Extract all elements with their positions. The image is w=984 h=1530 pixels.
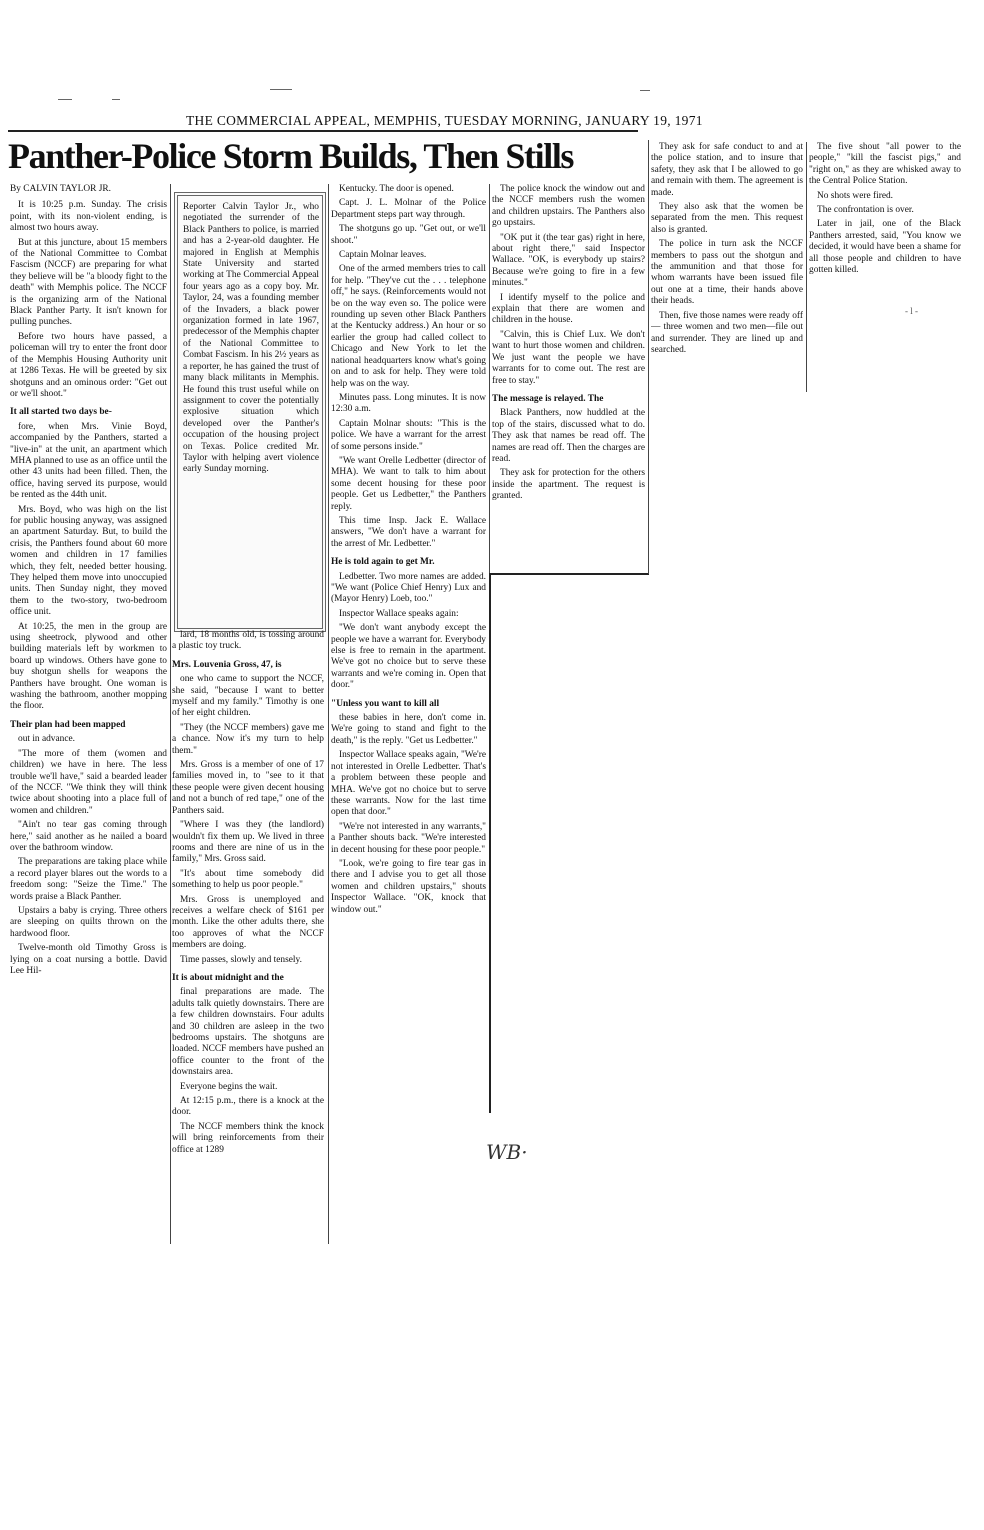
- column-divider: [489, 184, 490, 574]
- article-column-4: [492, 184, 645, 570]
- paragraph: At 12:15 p.m., there is a knock at the door.: [172, 1096, 324, 1118]
- paragraph: They also ask that the women be separated from the men. This request also is granted.: [651, 202, 803, 235]
- box-rule-horizontal: [489, 573, 649, 575]
- subhead: It all started two days be-: [10, 407, 112, 418]
- paragraph: "Ain't no tear gas coming through here," said another as he nailed a board over the bathroom window.: [10, 820, 167, 853]
- paragraph: "We don't want anybody except the people we have a warrant for. Everybody else is free to remain in the apartment. We've got no choice but to serve these warrants and we're coming in. Open that door.": [331, 623, 486, 691]
- paragraph: Capt. J. L. Molnar of the Police Department steps part way through.: [331, 198, 486, 220]
- paragraph: But at this juncture, about 15 members of the National Committee to Combat Fascism (NCCF) are preparing for what they believe will be "a bloody fight to the death" with Memphis police. The NCCF is the organizing arm of the National Black Panther Party. It isn't known for pulling punches.: [10, 237, 167, 328]
- byline: By CALVIN TAYLOR JR.: [10, 184, 112, 194]
- paragraph: Mrs. Gross is unemployed and receives a welfare check of $161 per month. Like the other adults there, she too approves of what the NCCF members are doing.: [172, 894, 324, 951]
- paragraph: Then, five those names were ready off — three women and two men—file out and surrender. They are lined up and searched.: [651, 310, 803, 355]
- paragraph: Upstairs a baby is crying. Three others are sleeping on quilts thrown on the hardwood floor.: [10, 905, 167, 939]
- paragraph: lard, 18 months old, is tossing around a plastic toy truck.: [172, 630, 324, 652]
- paragraph: fore, when Mrs. Vinie Boyd, accompanied by the Panthers, started a "live-in" at the unit, an apartment which MHA planned to use as an office until the other 43 units had been filled. Then, the office, having served its purpose, would be rented as the 44th unit.: [10, 421, 167, 501]
- paragraph: At 10:25, the men in the group are using sheetrock, plywood and other building materials left by workmen to board up windows. Others have gone to buy shotgun shells for weapons the Panthers have brought. One woman is washing the bathroom, another mopping the floor.: [10, 621, 167, 712]
- paragraph: No shots were fired.: [817, 190, 894, 201]
- paragraph: The police knock the window out and the NCCF members rush the women and children upstairs. The Panthers also go upstairs.: [492, 184, 645, 229]
- paragraph: One of the armed members tries to call for help. "They've cut the . . . telephone off," he says. (Reinforcements would not be on the way even so. The police were rounding up seven other Black Panthers at the Kentucky address.) An hour or so earlier the group had called collect to Chicago and New York to let the national headquarters know what's going on and to ask for help. They were told help was on the way.: [331, 264, 486, 389]
- paragraph: "We want Orelle Ledbetter (director of MHA). We want to talk to him about some decent housing for these poor people. Get us Ledbetter," the Panthers reply.: [331, 455, 486, 512]
- scan-speck: [112, 99, 120, 100]
- handwritten-initials: WB·: [486, 1140, 528, 1164]
- article-column-5: [651, 142, 803, 392]
- masthead: THE COMMERCIAL APPEAL, MEMPHIS, TUESDAY MORNING, JANUARY 19, 1971: [186, 113, 703, 128]
- paragraph: "The more of them (women and children) we have in here. The less trouble we'll have," said a bearded leader of the NCCF. "We think they will think twice about shooting into a place full of women and children.": [10, 748, 167, 816]
- column-divider: [328, 184, 329, 1244]
- paragraph: Mrs. Boyd, who was high on the list for public housing anyway, was assigned an apartment Saturday. But, to build the crisis, the Panthers found about 60 more women and children in 17 families which, they felt, needed better housing. They helped them move into unoccupied units. Then Sunday night, they moved them to the two-story, two-bedroom office unit.: [10, 504, 167, 618]
- paragraph: Reporter Calvin Taylor Jr., who negotiated the surrender of the Black Panthers to police, is married and has a 2-year-old daughter. He majored in English at Memphis State University and started working at The Commercial Appeal four years ago as a copy boy. Mr. Taylor, 24, was a founding member of the Invaders, a black power organization formed in late 1967, predecessor of the Memphis chapter of the National Committee to Combat Fascism. In his 2½ years as a reporter, he has gained the trust of many black militants in Memphis. He found this trust useful while on assignment to cover the potentially explosive situation which developed over the Panther's occupation of the housing project on Texas. Police credited Mr. Taylor with helping avert violence early Sunday morning.: [183, 202, 319, 475]
- paragraph: "Calvin, this is Chief Lux. We don't want to hurt those women and children. We just want the people we have warrants for to come out. The rest are free to stay.": [492, 329, 645, 386]
- paragraph: They ask for safe conduct to and at the police station, and to insure that safety, they ask that I be allowed to go and remain with them. The agreement is made.: [651, 142, 803, 198]
- paragraph: these babies in here, don't come in. We're going to stand and fight to the death," is the reply. "Get us Ledbetter.": [331, 713, 486, 746]
- article-column-3: [331, 184, 486, 1109]
- paragraph: It is 10:25 p.m. Sunday. The crisis point, with its non-violent ending, is almost two hours away.: [10, 200, 167, 234]
- paragraph: The police in turn ask the NCCF members to pass out the shotgun and the ammunition and that those for whom warrants have been issued file out one at a time, their hands above their heads.: [651, 239, 803, 307]
- scan-speck: [58, 99, 72, 100]
- subhead: He is told again to get Mr.: [331, 557, 435, 568]
- paragraph: The shotguns go up. "Get out, or we'll shoot.": [331, 224, 486, 246]
- article-column-2: [172, 630, 324, 1242]
- paragraph: Kentucky. The door is opened.: [339, 184, 454, 194]
- paragraph: Captain Molnar shouts: "This is the police. We have a warrant for the arrest of some persons inside.": [331, 418, 486, 452]
- subhead: It is about midnight and the: [172, 972, 284, 983]
- column-divider: [648, 140, 649, 574]
- paragraph: "Where I was they (the landlord) wouldn't fix them up. We lived in three rooms and there are nine of us in the family," Mrs. Gross said.: [172, 820, 324, 865]
- paragraph: one who came to support the NCCF, she said, "because I want to better myself and my family." Timothy is one of her eight children.: [172, 674, 324, 719]
- box-rule-vertical: [489, 573, 491, 1113]
- paragraph: The preparations are taking place while a record player blares out the words to a freedom song: "Seize the Time." The words praise a Black Panther.: [10, 857, 167, 902]
- paragraph: "They (the NCCF members) gave me a chance. Now it's my turn to help them.": [172, 722, 324, 756]
- paragraph: Mrs. Gross is a member of one of 17 families moved in, to "see to it that these people were given decent housing and not a bunch of red tape," one of the Panthers said.: [172, 760, 324, 816]
- paragraph: The five shout "all power to the people," "kill the fascist pigs," and "right on," as they are whisked away to the Central Police Station.: [809, 142, 961, 187]
- subhead: Mrs. Louvenia Gross, 47, is: [172, 659, 282, 670]
- paragraph: Black Panthers, now huddled at the top of the stairs, discussed what to do. They ask that names be read off. The names are read off. Then the charges are read.: [492, 408, 645, 464]
- end-mark: - l -: [905, 306, 918, 316]
- paragraph: Twelve-month old Timothy Gross is lying on a coat nursing a bottle. David Lee Hil-: [10, 943, 167, 976]
- paragraph: Inspector Wallace speaks again, "We're not interested in Orelle Ledbetter. That's a problem between these people and MHA. We've got no choice but to serve these warrants. Now for the last time open that door.": [331, 750, 486, 818]
- scan-speck: [640, 90, 650, 91]
- paragraph: They ask for protection for the others inside the apartment. The request is granted.: [492, 468, 645, 502]
- paragraph: I identify myself to the police and explain that there are women and children in the house.: [492, 292, 645, 326]
- paragraph: Minutes pass. Long minutes. It is now 12:30 a.m.: [331, 392, 486, 415]
- subhead: Their plan had been mapped: [10, 719, 126, 730]
- subhead: "Unless you want to kill all: [331, 698, 440, 709]
- article-column-1: [10, 184, 167, 1244]
- paragraph: Inspector Wallace speaks again:: [339, 608, 459, 619]
- headline: Panther-Police Storm Builds, Then Stills: [8, 136, 574, 176]
- column-divider: [170, 184, 171, 1244]
- scan-speck: [270, 89, 292, 90]
- paragraph: Time passes, slowly and tensely.: [180, 954, 302, 965]
- subhead: The message is relayed. The: [492, 393, 604, 404]
- paragraph: "We're not interested in any warrants," a Panther shouts back. "We're interested in decent housing for these poor people.": [331, 821, 486, 855]
- masthead-rule: [8, 130, 638, 132]
- paragraph: Before two hours have passed, a policeman will try to enter the front door of the Memphis Housing Authority unit at 1286 Texas. He will be greeted by six shotguns and an ominous order: "Get out or we'll shoot.": [10, 331, 167, 399]
- paragraph: "OK put it (the tear gas) right in here, about right there," said Inspector Wallace. "OK, is everybody up stairs? Because we're going to fire in a few minutes.": [492, 232, 645, 289]
- article-column-6: [809, 142, 961, 307]
- paragraph: final preparations are made. The adults talk quietly downstairs. There are a few children downstairs. Four adults and 30 children are asleep in the two bedrooms upstairs. The shotguns are loaded. NCCF members have pushed an office counter to the front of the downstairs area.: [172, 987, 324, 1078]
- paragraph: Everyone begins the wait.: [180, 1081, 278, 1092]
- paragraph: "It's about time somebody did something to help us poor people.": [172, 868, 324, 891]
- paragraph: The confrontation is over.: [817, 205, 914, 216]
- paragraph: Captain Molnar leaves.: [339, 250, 427, 261]
- paragraph: Later in jail, one of the Black Panthers arrested, said, "You know we decided, it would have been a shame for all those people and children to have gotten killed.: [809, 219, 961, 276]
- reporter-sidebar-text: [183, 202, 319, 626]
- column-divider: [806, 142, 807, 392]
- paragraph: "Look, we're going to fire tear gas in there and I advise you to get all those women and children upstairs," shouts Inspector Wallace. "OK, knock that window out.": [331, 858, 486, 915]
- paragraph: Ledbetter. Two more names are added. "We want (Police Chief Henry) Lux and (Mayor Henry) Loeb, too.": [331, 571, 486, 605]
- paragraph: out in advance.: [18, 734, 76, 745]
- paragraph: The NCCF members think the knock will bring reinforcements from their office at 1289: [172, 1121, 324, 1155]
- reporter-sidebar-box: [174, 192, 326, 632]
- paragraph: This time Insp. Jack E. Wallace answers, "We don't have a warrant for the arrest of Mr. Ledbetter.": [331, 515, 486, 549]
